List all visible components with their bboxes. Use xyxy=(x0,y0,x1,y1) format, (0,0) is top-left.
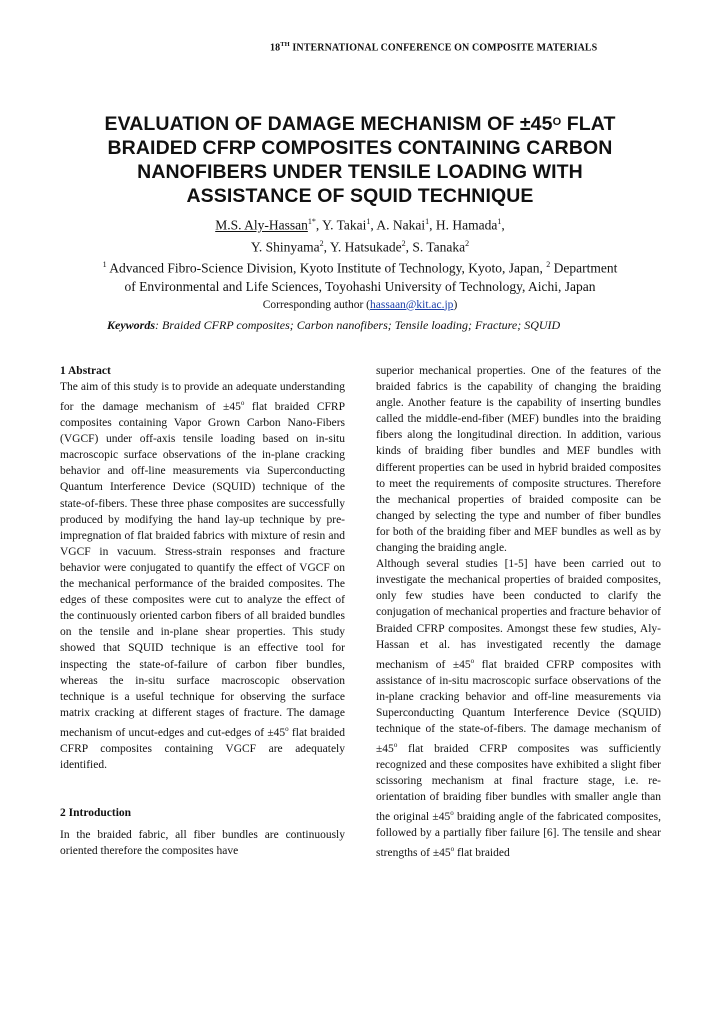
corresponding-author xyxy=(40,296,680,314)
author-primary-sup: 1* xyxy=(307,217,316,226)
abstract-sup-1: o xyxy=(240,399,245,408)
affiliation-2-start: Department xyxy=(550,260,618,276)
introduction-paragraph: In the braided fabric, all fiber bundles are continuously oriented therefore the composites have xyxy=(60,829,345,858)
abstract-paragraph xyxy=(60,379,345,773)
keywords xyxy=(107,318,667,333)
author-3: , A. Nakai xyxy=(370,217,426,233)
author-3-sup: 1 xyxy=(425,217,430,226)
running-head-number: 18 xyxy=(270,42,281,54)
author-6: , Y. Hatsukade xyxy=(323,239,402,254)
author-line-1 xyxy=(40,213,680,235)
author-6-sup: 2 xyxy=(401,238,406,248)
author-block xyxy=(40,213,680,314)
right-column xyxy=(376,363,661,861)
intro-2-text-5: flat braided xyxy=(454,847,510,860)
affiliation-1-sup: 1 xyxy=(102,260,107,269)
author-line-end: , xyxy=(501,217,505,233)
running-head xyxy=(270,41,670,53)
author-2-sup: 1 xyxy=(366,217,371,226)
affiliation-1: Advanced Fibro-Science Division, Kyoto Institute of Technology, Kyoto, Japan, xyxy=(106,260,547,276)
keywords-label: Keywords xyxy=(107,318,155,332)
author-7: , S. Tanaka xyxy=(405,239,466,254)
intro-2-sup-2: o xyxy=(393,740,398,749)
intro-2-text-4: braiding angle of the fabricated composites, followed by a partially fiber failure [6]. The tensile and shear strengths of ±45 xyxy=(376,811,661,860)
intro-2-sup-4: o xyxy=(450,845,455,854)
author-5: Y. Shinyama xyxy=(250,239,320,254)
corresponding-email-link[interactable]: hassaan@kit.ac.jp xyxy=(370,298,454,311)
title-line-1 xyxy=(70,112,650,136)
intro-2-text-1: Although several studies [1-5] have been carried out to investigate the mechanical properties of braided composites, only few studies have been conducted to clarify the conjugation of mechanical properties and fracture behavior of Braided CFRP composites. Amongst these few studies, Aly-Hassan et al. has investigated recently the damage mechanism of ±45 xyxy=(376,558,661,671)
title-line-1-text: EVALUATION OF DAMAGE MECHANISM OF ±45 xyxy=(104,113,553,135)
introduction-heading: 2 Introduction xyxy=(60,807,132,819)
affiliation-line-2: of Environmental and Life Sciences, Toyohashi University of Technology, Aichi, Japan xyxy=(124,278,596,294)
title-line-3: NANOFIBERS UNDER TENSILE LOADING WITH xyxy=(137,161,583,183)
intro-2-text-2: flat braided CFRP composites with assistance of in-situ macroscopic surface observations of the in-plane cracking behavior and off-line measurements via Superconducting Quantum Interference Device (SQUID) technique of the state-of-fibers. The damage mechanism of ±45 xyxy=(376,658,662,755)
author-2: , Y. Takai xyxy=(315,217,367,233)
running-head-superscript: TH xyxy=(280,41,290,48)
title-degree-superscript: O xyxy=(552,116,562,128)
abstract-sup-2: o xyxy=(285,724,289,733)
affiliation-line-1 xyxy=(40,256,680,278)
intro-2-sup-3: o xyxy=(450,809,454,818)
title-line-1-end: FLAT xyxy=(561,113,616,135)
author-primary: M.S. Aly-Hassan xyxy=(215,217,308,233)
intro-paragraph-2 xyxy=(376,556,661,861)
author-4-sup: 1 xyxy=(497,217,502,226)
intro-paragraph-continued: superior mechanical properties. One of the features of the braided fabrics is the capability of changing the braiding angle. Another feature is the capability of inserting bundles called the middle-end-fiber (MEF) bundles into the braiding fibers along the longitudinal direction. In addition, various kinds of braiding fiber bundles and MEF bundles with different properties can be used in hybrid braided composites to meet the requirements of composite structures. Therefore the mechanical properties of braided composite can be changed by selecting the type and number of fiber bundles for both of the braiding fiber and MEF bundles as well as by changing the braiding angle. xyxy=(376,365,661,555)
author-line-2 xyxy=(40,235,680,257)
abstract-text-2: flat braided CFRP composites containing Vapor Grown Carbon Nano-Fibers (VGCF) under off-axis tensile loading based on in-situ macroscopic surface observations of the in-plane cracking behavior and off-line measurements via Superconducting Quantum Interference Device (SQUID) technique of the state-of-fibers. These three phase composites are successfully produced by modifying the hand lay-up technique by pre-impregnation of flat braided fabrics with mixture of resin and VGCF in vacuum. Stress-strain responses and fracture behavior were conjugated to quantify the effect of VGCF on the mechanical performance of the braided composites. The edges of these composites were cut to analyze the effect of the continuously oriented carbon fibers of all braided bundles on the tensile and in-plane shear properties. This study showed that SQUID technique is an effective tool for inspecting the state-of-failure of carbon fiber bundles, whereas the in-situ surface macroscopic observation technique is a useful technique for observing the surface matrix cracking at different stages of fracture. The damage mechanism of uncut-edges and cut-edges of ±45 xyxy=(60,401,345,739)
corresponding-close: ) xyxy=(453,298,458,311)
affiliation-2-sup: 2 xyxy=(546,260,551,269)
corresponding-label: Corresponding author ( xyxy=(262,298,371,311)
abstract-heading: 1 Abstract xyxy=(60,365,111,377)
left-column xyxy=(60,363,345,859)
paper-title xyxy=(70,112,650,208)
title-line-2: BRAIDED CFRP COMPOSITES CONTAINING CARBON xyxy=(107,137,613,159)
abstract-text-3: flat braided CFRP composites containing VGCF are adequately identified. xyxy=(60,726,345,771)
running-head-text: INTERNATIONAL CONFERENCE ON COMPOSITE MATERIALS xyxy=(289,42,598,54)
author-5-sup: 2 xyxy=(319,238,324,248)
abstract-text-1: The aim of this study is to provide an adequate understanding for the damage mechanism of ±45 xyxy=(60,381,345,414)
title-line-4: ASSISTANCE OF SQUID TECHNIQUE xyxy=(186,185,534,207)
intro-2-sup-1: o xyxy=(470,656,475,665)
keywords-text: : Braided CFRP composites; Carbon nanofibers; Tensile loading; Fracture; SQUID xyxy=(155,318,561,332)
author-4: , H. Hamada xyxy=(429,217,498,233)
author-7-sup: 2 xyxy=(465,238,470,248)
section-gap xyxy=(60,773,345,805)
intro-2-text-3: flat braided CFRP composites was sufficiently recognized and these composites have exhibited a slight fiber scissoring mechanism at final fracture stage, i.e. re-orientation of braiding fiber bundles with smaller angle than the original ±45 xyxy=(376,742,661,824)
